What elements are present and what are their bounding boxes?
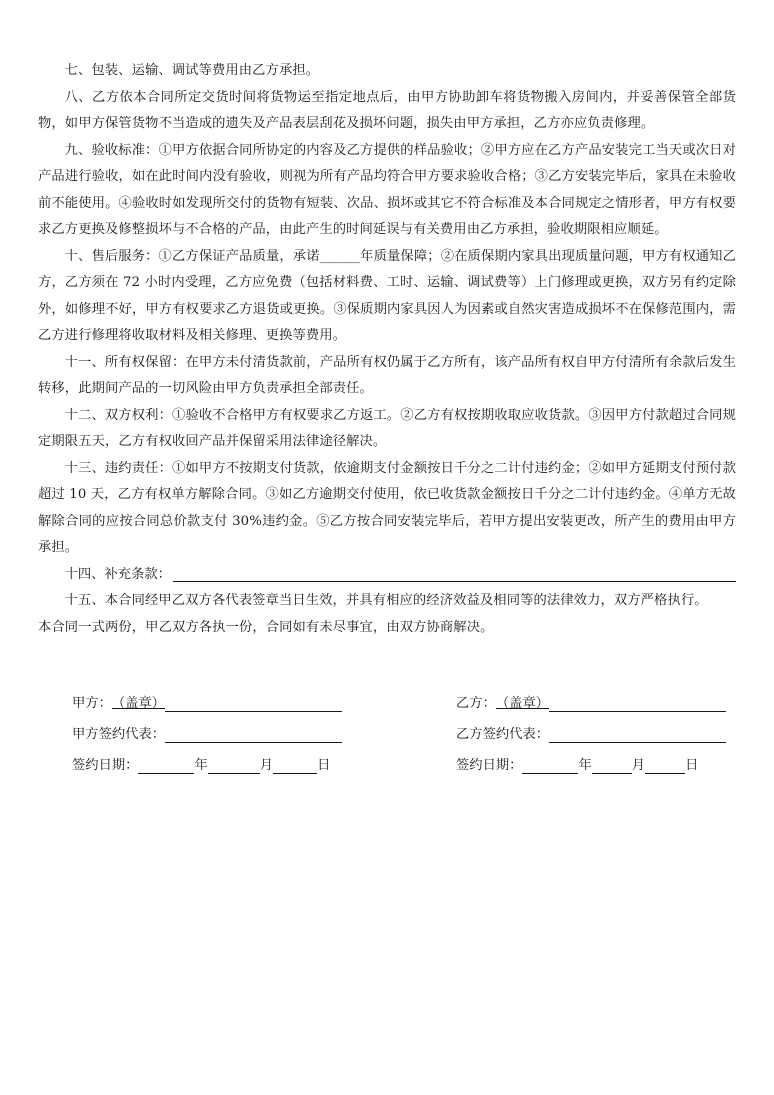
- clause-12-rights: 十二、双方权利：①验收不合格甲方有权要求乙方返工。②乙方有权按期收取应收货款。③因甲方付款超过合同规定期限五天，乙方有权收回产品并保留采用法律途径解决。: [38, 407, 736, 449]
- party-b-date-row: [456, 750, 726, 781]
- party-b-seal-row: [456, 688, 726, 719]
- clause-10-after-sales-service: 十、售后服务：①乙方保证产品质量，承诺______年质量保障；②在质保期内家具出现质量问题，甲方有权通知乙方，乙方须在 72 小时内受理，乙方应免费（包括材料费、工时、运输、调试费等）上门修理或更换，双方另有约定除外，如修理不好，甲方有权要求乙方退货或更换。③保质期内家具因人为因素或自然灾害造成损坏不在保修范围内，需乙方进行修理将收取材料及相关修理、更换等费用。: [38, 248, 736, 343]
- party-a-date-label: 签约日期：: [72, 758, 139, 773]
- party-a-day-blank: [273, 756, 317, 774]
- clause-7: 七、包装、运输、调试等费用由乙方承担。: [64, 63, 320, 78]
- party-b-rep-line: [549, 725, 726, 743]
- clause-9-acceptance-standard: 九、验收标准：①甲方依据合同所协定的内容及乙方提供的样品验收；②甲方应在乙方产品安装完工当天或次日对产品进行验收，如在此时间内没有验收，则视为所有产品均符合甲方要求验收合格；③乙方安装完毕后，家具在未验收前不能使用。④验收时如发现所交付的货物有短装、次品、损坏或其它不符合标准及本合同规定之情形者，甲方有权要求乙方更换及修整损坏与不合格的产品，由此产生的时间延误与有关费用由乙方承担，验收期限相应顺延。: [38, 142, 736, 237]
- supplement-label: 十四、补充条款：: [64, 566, 171, 582]
- party-a-rep-row: [72, 719, 342, 750]
- clause-13-liability: 十三、违约责任：①如甲方不按期支付货款，依逾期支付金额按日千分之二计付违约金；②如甲方延期支付预付款超过 10 天，乙方有权单方解除合同。③如乙方逾期交付使用，依已收货款金额按日千分之二计付违约金。④单方无故解除合同的应按合同总价款支付 30%违约金。⑤乙方按合同安装完毕后，若甲方提出安装更改，所产生的费用由甲方承担。: [38, 460, 736, 555]
- party-b-signature-block: [456, 688, 726, 781]
- clause-8: 八、乙方依本合同所定交货时间将货物运至指定地点后，由甲方协助卸车将货物搬入房间内，并妥善保管全部货物，如甲方保管货物不当造成的遗失及产品表层刮花及损坏问题，损失由甲方承担，乙方亦应负责修理。: [38, 89, 736, 131]
- party-b-label: 乙方：: [456, 696, 496, 711]
- clause-15-effectiveness: 十五、本合同经甲乙双方各代表签章当日生效，并具有相应的经济效益及相同等的法律效力，双方严格执行。: [64, 593, 708, 608]
- party-a-year-label: 年: [194, 758, 208, 773]
- party-b-day-label: 日: [685, 758, 699, 773]
- party-b-year-label: 年: [578, 758, 592, 773]
- party-b-day-blank: [645, 756, 685, 774]
- supplement-blank-line: [173, 564, 736, 582]
- party-a-rep-label: 甲方签约代表：: [72, 727, 166, 742]
- party-b-year-blank: [522, 756, 578, 774]
- party-b-rep-row: [456, 719, 726, 750]
- party-a-seal: （盖章）: [111, 696, 166, 711]
- clause-14-supplementary: [38, 562, 736, 589]
- party-a-seal-line: [165, 694, 342, 712]
- clause-11-ownership-retention: 十一、所有权保留：在甲方未付清货款前，产品所有权仍属于乙方所有，该产品所有权自甲方付清所有余款后发生转移，此期间产品的一切风险由甲方负责承担全部责任。: [38, 354, 736, 396]
- party-a-month-blank: [208, 756, 260, 774]
- party-a-day-label: 日: [317, 758, 331, 773]
- party-a-label: 甲方：: [72, 696, 112, 711]
- contract-body: [38, 58, 736, 641]
- party-a-rep-line: [165, 725, 342, 743]
- party-a-seal-row: [72, 688, 342, 719]
- party-b-seal: （盖章）: [495, 696, 550, 711]
- party-a-month-label: 月: [259, 758, 274, 773]
- party-a-signature-block: [72, 688, 342, 781]
- party-b-month-blank: [592, 756, 632, 774]
- closing-statement: 本合同一式两份，甲乙双方各执一份，合同如有未尽事宜，由双方协商解决。: [38, 619, 494, 635]
- party-b-month-label: 月: [631, 758, 646, 773]
- party-b-seal-line: [549, 694, 726, 712]
- party-b-rep-label: 乙方签约代表：: [456, 727, 550, 742]
- party-a-year-blank: [138, 756, 194, 774]
- party-b-date-label: 签约日期：: [456, 758, 523, 773]
- party-a-date-row: [72, 750, 342, 781]
